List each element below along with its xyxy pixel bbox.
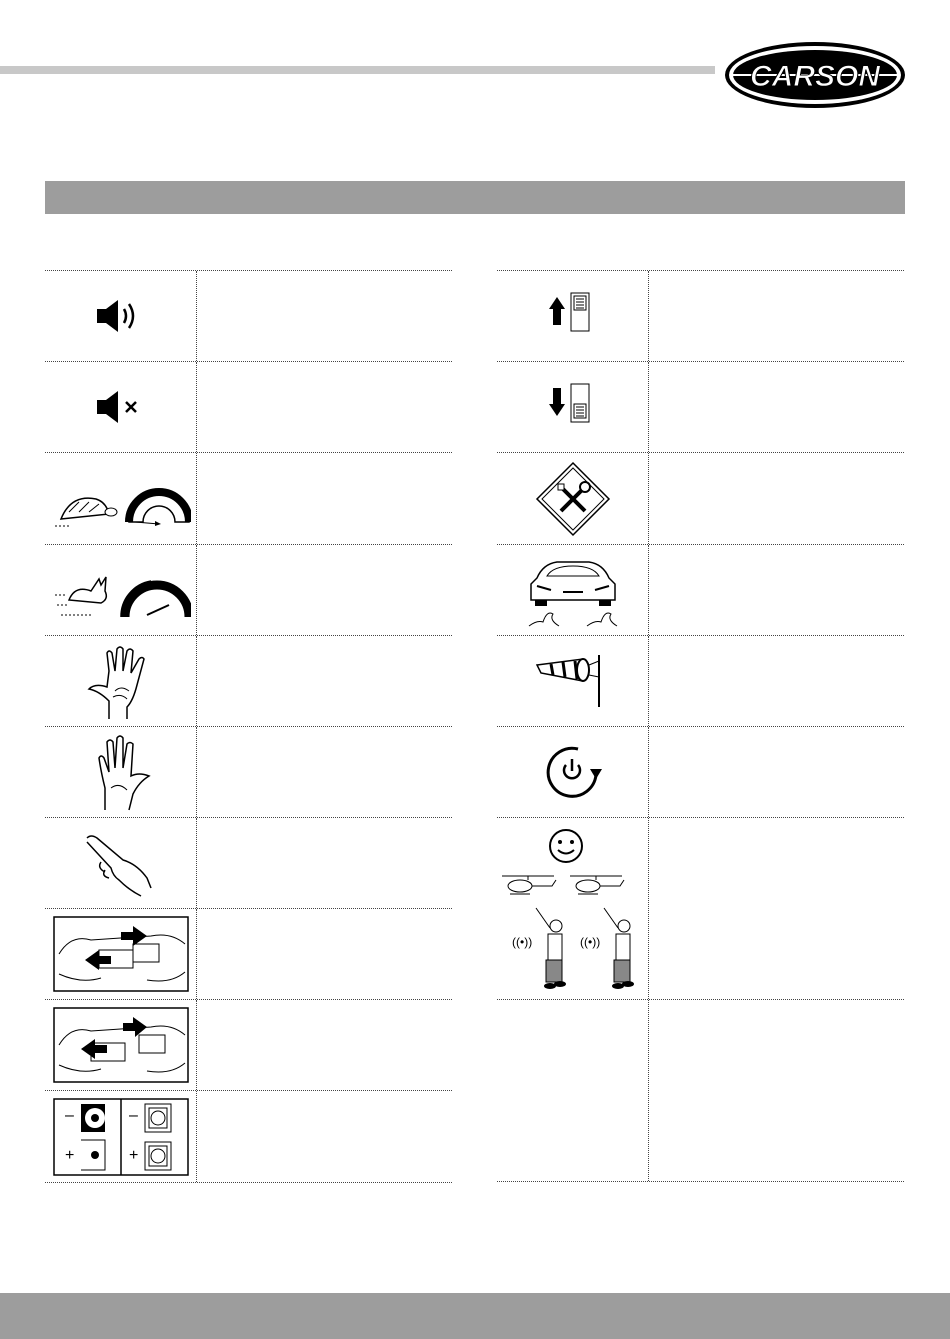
signal-icon: ((•)) xyxy=(579,934,600,949)
table-row xyxy=(497,999,904,1182)
table-row xyxy=(45,726,452,817)
table-row xyxy=(45,452,452,544)
row-text xyxy=(649,1000,904,1181)
tools-diamond-icon xyxy=(497,453,649,544)
hand-back-icon xyxy=(45,636,197,726)
plus-label: + xyxy=(64,1146,74,1164)
left-symbol-table xyxy=(45,270,452,1183)
plus-label: + xyxy=(128,1146,138,1164)
row-text xyxy=(197,727,452,817)
row-text xyxy=(649,818,904,999)
helicopter-left-icon xyxy=(502,876,556,894)
row-text xyxy=(649,727,904,817)
top-rule xyxy=(0,66,715,74)
section-title-bar xyxy=(45,181,905,214)
table-row xyxy=(45,361,452,452)
right-symbol-table xyxy=(497,270,904,1182)
hand-palm-icon xyxy=(45,727,197,817)
minus-label: – xyxy=(128,1106,138,1124)
row-text xyxy=(197,818,452,908)
pilot-right-icon xyxy=(604,908,634,989)
table-row xyxy=(497,635,904,726)
row-text xyxy=(197,545,452,635)
connector-unplug-icon xyxy=(45,1000,197,1090)
car-front-water-icon xyxy=(497,545,649,635)
table-row xyxy=(45,1090,452,1183)
rabbit-fast-gauge-icon xyxy=(45,545,197,635)
helicopter-right-icon xyxy=(570,876,624,894)
speaker-mute-icon xyxy=(45,362,197,452)
row-text xyxy=(197,909,452,999)
table-row xyxy=(497,361,904,452)
power-restart-icon xyxy=(497,727,649,817)
row-text xyxy=(197,1091,452,1182)
row-text xyxy=(649,362,904,452)
table-row xyxy=(497,726,904,817)
turtle-slow-gauge-icon xyxy=(45,453,197,544)
minus-label: – xyxy=(64,1106,74,1124)
empty-icon-cell xyxy=(497,1000,649,1181)
windsock-icon xyxy=(497,636,649,726)
row-text xyxy=(649,636,904,726)
pointing-finger-icon xyxy=(45,818,197,908)
table-row xyxy=(45,270,452,361)
table-row xyxy=(497,452,904,544)
smiley-helicopter-pilots-icon xyxy=(497,818,649,999)
table-row xyxy=(45,817,452,908)
row-text xyxy=(197,271,452,361)
pilot-left-icon xyxy=(536,908,566,989)
row-text xyxy=(649,271,904,361)
battery-polarity-icon xyxy=(45,1091,197,1182)
table-row xyxy=(45,999,452,1090)
table-row xyxy=(497,270,904,361)
table-row xyxy=(497,544,904,635)
signal-icon: ((•)) xyxy=(511,934,532,949)
footer-bar xyxy=(0,1293,950,1339)
connector-plug-in-icon xyxy=(45,909,197,999)
row-text xyxy=(197,362,452,452)
row-text xyxy=(649,545,904,635)
table-row xyxy=(45,544,452,635)
row-text xyxy=(197,636,452,726)
carson-logo xyxy=(722,40,908,110)
switch-up-arrow-icon xyxy=(497,271,649,361)
logo-text: CARSON xyxy=(749,60,881,93)
row-text xyxy=(197,453,452,544)
speaker-on-icon xyxy=(45,271,197,361)
table-row xyxy=(45,635,452,726)
table-row xyxy=(497,817,904,999)
row-text xyxy=(197,1000,452,1090)
row-text xyxy=(649,453,904,544)
table-row xyxy=(45,908,452,999)
switch-down-arrow-icon xyxy=(497,362,649,452)
